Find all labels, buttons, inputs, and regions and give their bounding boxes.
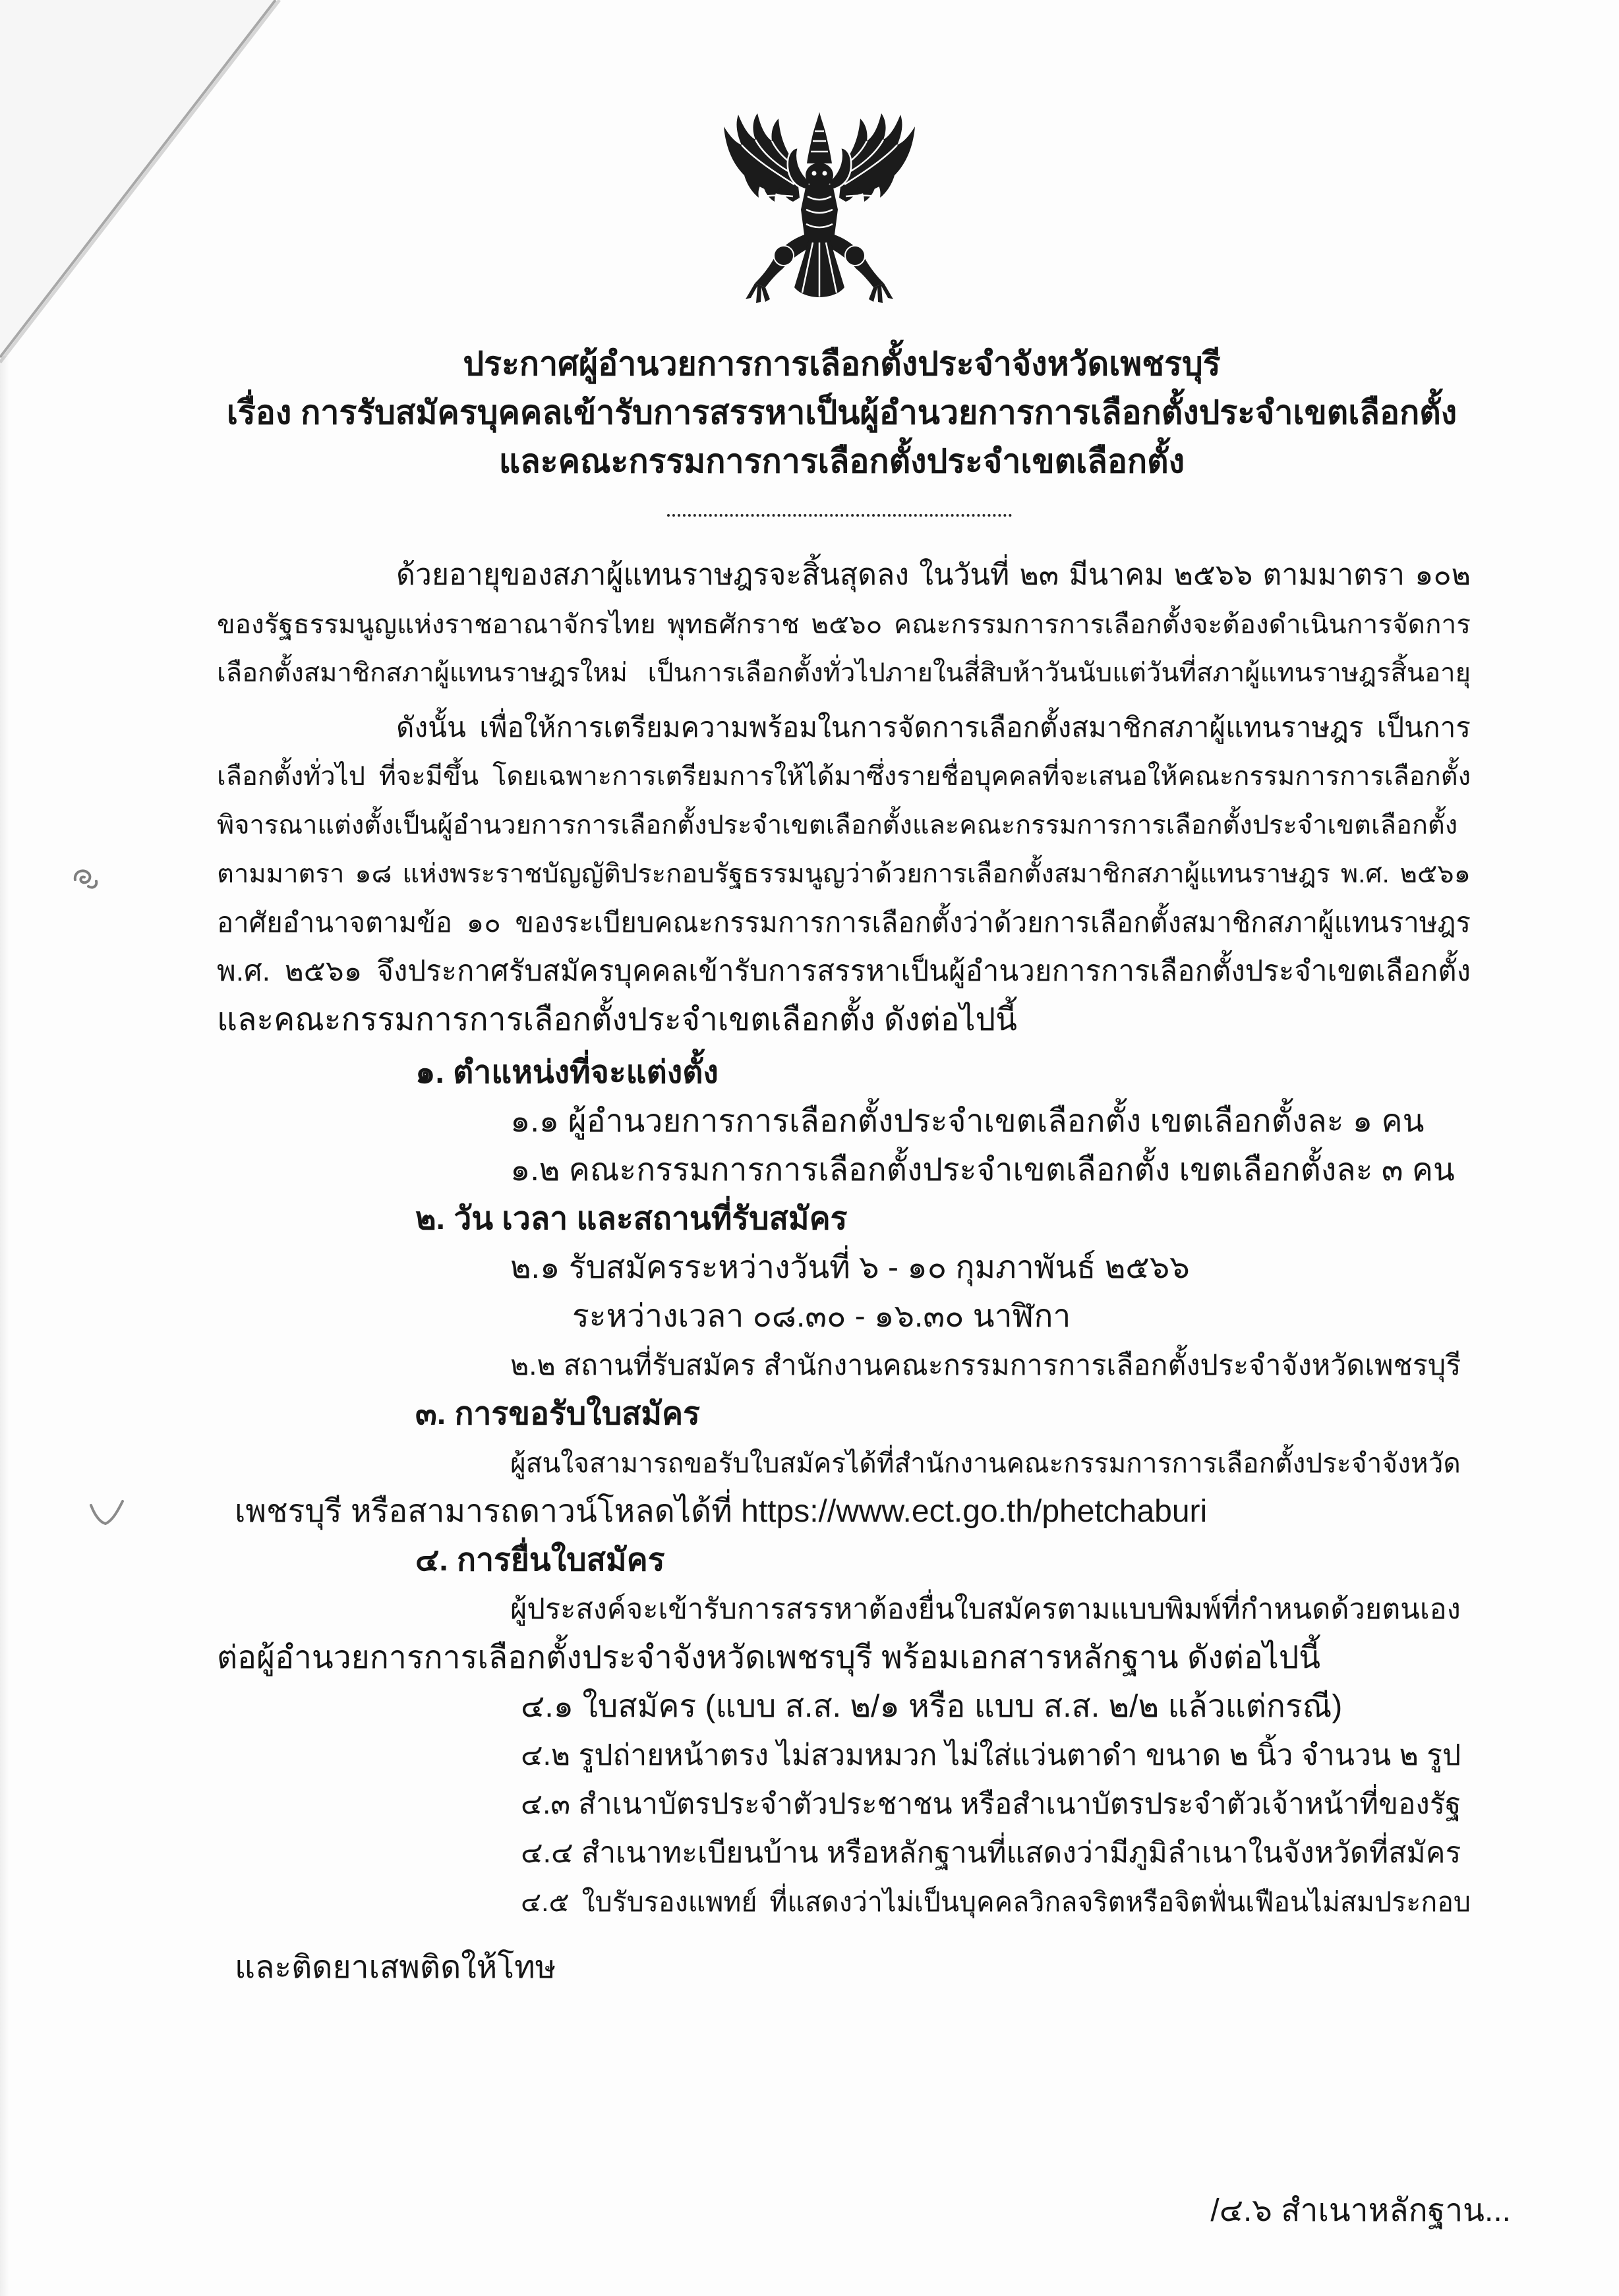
intro-line: ของรัฐธรรมนูญแห่งราชอาณาจักรไทย พุทธศักราช ๒๕๖๐ คณะกรรมการการเลือกตั้งจะต้องดำเนินการจัดการ: [217, 609, 1471, 639]
therefore-line: ดังนั้น เพื่อให้การเตรียมความพร้อมในการจัดการเลือกตั้งสมาชิกสภาผู้แทนราษฎร เป็นการ: [396, 712, 1471, 743]
document-item: ๔.๔ สำเนาทะเบียนบ้าน หรือหลักฐานที่แสดงว่ามีภูมิลำเนาในจังหวัดที่สมัคร: [521, 1837, 1461, 1869]
announcement-title-block: [217, 339, 1467, 486]
therefore-line: เลือกตั้งทั่วไป ที่จะมีขึ้น โดยเฉพาะการเตรียมการให้ได้มาซึ่งรายชื่อบุคคลที่จะเสนอให้คณะกรรมการการเลือกตั้ง: [217, 762, 1471, 791]
document-item-continued: และติดยาเสพติดให้โทษ: [235, 1950, 556, 1985]
announcement-subject: เรื่อง การรับสมัครบุคคลเข้ารับการสรรหาเป็นผู้อำนวยการการเลือกตั้งประจำเขตเลือกตั้ง: [226, 394, 1457, 431]
scan-mark: [87, 1497, 127, 1530]
scan-edge-shadow: [0, 356, 9, 2296]
document-item: ๔.๑ ใบสมัคร (แบบ ส.ส. ๒/๑ หรือ แบบ ส.ส. ๒/๒ แล้วแต่กรณี): [521, 1689, 1343, 1724]
page-continuation: /๔.๖ สำเนาหลักฐาน...: [1210, 2193, 1511, 2228]
intro-line: ด้วยอายุของสภาผู้แทนราษฎรจะสิ้นสุดลง ในวันที่ ๒๓ มีนาคม ๒๕๖๖ ตามมาตรา ๑๐๒: [396, 559, 1471, 591]
download-url: https://www.ect.go.th/phetchaburi: [741, 1494, 1208, 1529]
section-heading-positions: ๑. ตำแหน่งที่จะแต่งตั้ง: [415, 1055, 719, 1090]
section-text: ต่อผู้อำนวยการการเลือกตั้งประจำจังหวัดเพชรบุรี พร้อมเอกสารหลักฐาน ดังต่อไปนี้: [217, 1640, 1321, 1675]
section-text: ผู้สนใจสามารถขอรับใบสมัครได้ที่สำนักงานคณะกรรมการการเลือกตั้งประจำจังหวัด: [510, 1448, 1461, 1478]
document-item: ๔.๒ รูปถ่ายหน้าตรง ไม่สวมหมวก ไม่ใส่แว่นตาดำ ขนาด ๒ นิ้ว จำนวน ๒ รูป: [521, 1739, 1461, 1771]
section-item: ๑.๑ ผู้อำนวยการการเลือกตั้งประจำเขตเลือกตั้ง เขตเลือกตั้งละ ๑ คน: [510, 1104, 1425, 1139]
section-heading-submission: ๔. การยื่นใบสมัคร: [415, 1543, 665, 1578]
section-text: [235, 1487, 1471, 1536]
therefore-line: และคณะกรรมการการเลือกตั้งประจำเขตเลือกตั้ง ดังต่อไปนี้: [217, 1002, 1017, 1037]
announcement-subject-continued: และคณะกรรมการการเลือกตั้งประจำเขตเลือกตั้ง: [498, 443, 1185, 480]
intro-line: เลือกตั้งสมาชิกสภาผู้แทนราษฎรใหม่ เป็นการเลือกตั้งทั่วไปภายในสี่สิบห้าวันนับแต่วันที่สภาผู้แทนราษฎรสิ้นอายุ: [217, 658, 1471, 687]
therefore-line: พ.ศ. ๒๕๖๑ จึงประกาศรับสมัครบุคคลเข้ารับการสรรหาเป็นผู้อำนวยการการเลือกตั้งประจำเขตเลือกตั้ง: [217, 955, 1471, 987]
document-item: ๔.๓ สำเนาบัตรประจำตัวประชาชน หรือสำเนาบัตรประจำตัวเจ้าหน้าที่ของรัฐ: [521, 1788, 1461, 1820]
emblem-body: [794, 112, 844, 297]
section-heading-schedule: ๒. วัน เวลา และสถานที่รับสมัคร: [415, 1201, 848, 1236]
document-item: ๔.๕ ใบรับรองแพทย์ ที่แสดงว่าไม่เป็นบุคคลวิกลจริตหรือจิตฟั่นเฟือนไม่สมประกอบ: [521, 1887, 1471, 1917]
therefore-line: พิจารณาแต่งตั้งเป็นผู้อำนวยการการเลือกตั้งประจำเขตเลือกตั้งและคณะกรรมการการเลือกตั้งประจำเขตเลือกตั้ง: [217, 811, 1458, 840]
section-item: ๑.๒ คณะกรรมการการเลือกตั้งประจำเขตเลือกตั้ง เขตเลือกตั้งละ ๓ คน: [510, 1153, 1455, 1188]
garuda-emblem: [717, 111, 922, 308]
section-heading-application-form: ๓. การขอรับใบสมัคร: [415, 1396, 700, 1431]
section-item: ๒.๑ รับสมัครระหว่างวันที่ ๖ - ๑๐ กุมภาพันธ์ ๒๕๖๖: [510, 1250, 1190, 1285]
section-item: ๒.๒ สถานที่รับสมัคร สำนักงานคณะกรรมการการเลือกตั้งประจำจังหวัดเพชรบุรี: [510, 1350, 1461, 1381]
scan-mark: [66, 860, 105, 900]
scan-corner-fold: [0, 0, 290, 376]
section-item-time: ระหว่างเวลา ๐๘.๓๐ - ๑๖.๓๐ นาฬิกา: [572, 1299, 1071, 1334]
download-text: เพชรบุรี หรือสามารถดาวน์โหลดได้ที่: [235, 1494, 732, 1529]
therefore-line: อาศัยอำนาจตามข้อ ๑๐ ของระเบียบคณะกรรมการการเลือกตั้งว่าด้วยการเลือกตั้งสมาชิกสภาผู้แทนราษฎร: [217, 907, 1471, 938]
section-text: ผู้ประสงค์จะเข้ารับการสรรหาต้องยื่นใบสมัครตามแบบพิมพ์ที่กำหนดด้วยตนเอง: [510, 1593, 1461, 1625]
announcement-title: ประกาศผู้อำนวยการการเลือกตั้งประจำจังหวัดเพชรบุรี: [463, 345, 1221, 382]
therefore-line: ตามมาตรา ๑๘ แห่งพระราชบัญญัติประกอบรัฐธรรมนูญว่าด้วยการเลือกตั้งสมาชิกสภาผู้แทนราษฎร พ.ศ. ๒๕๖๑: [217, 859, 1471, 888]
announcement-body: [217, 551, 1471, 1992]
title-separator: [667, 514, 1012, 517]
